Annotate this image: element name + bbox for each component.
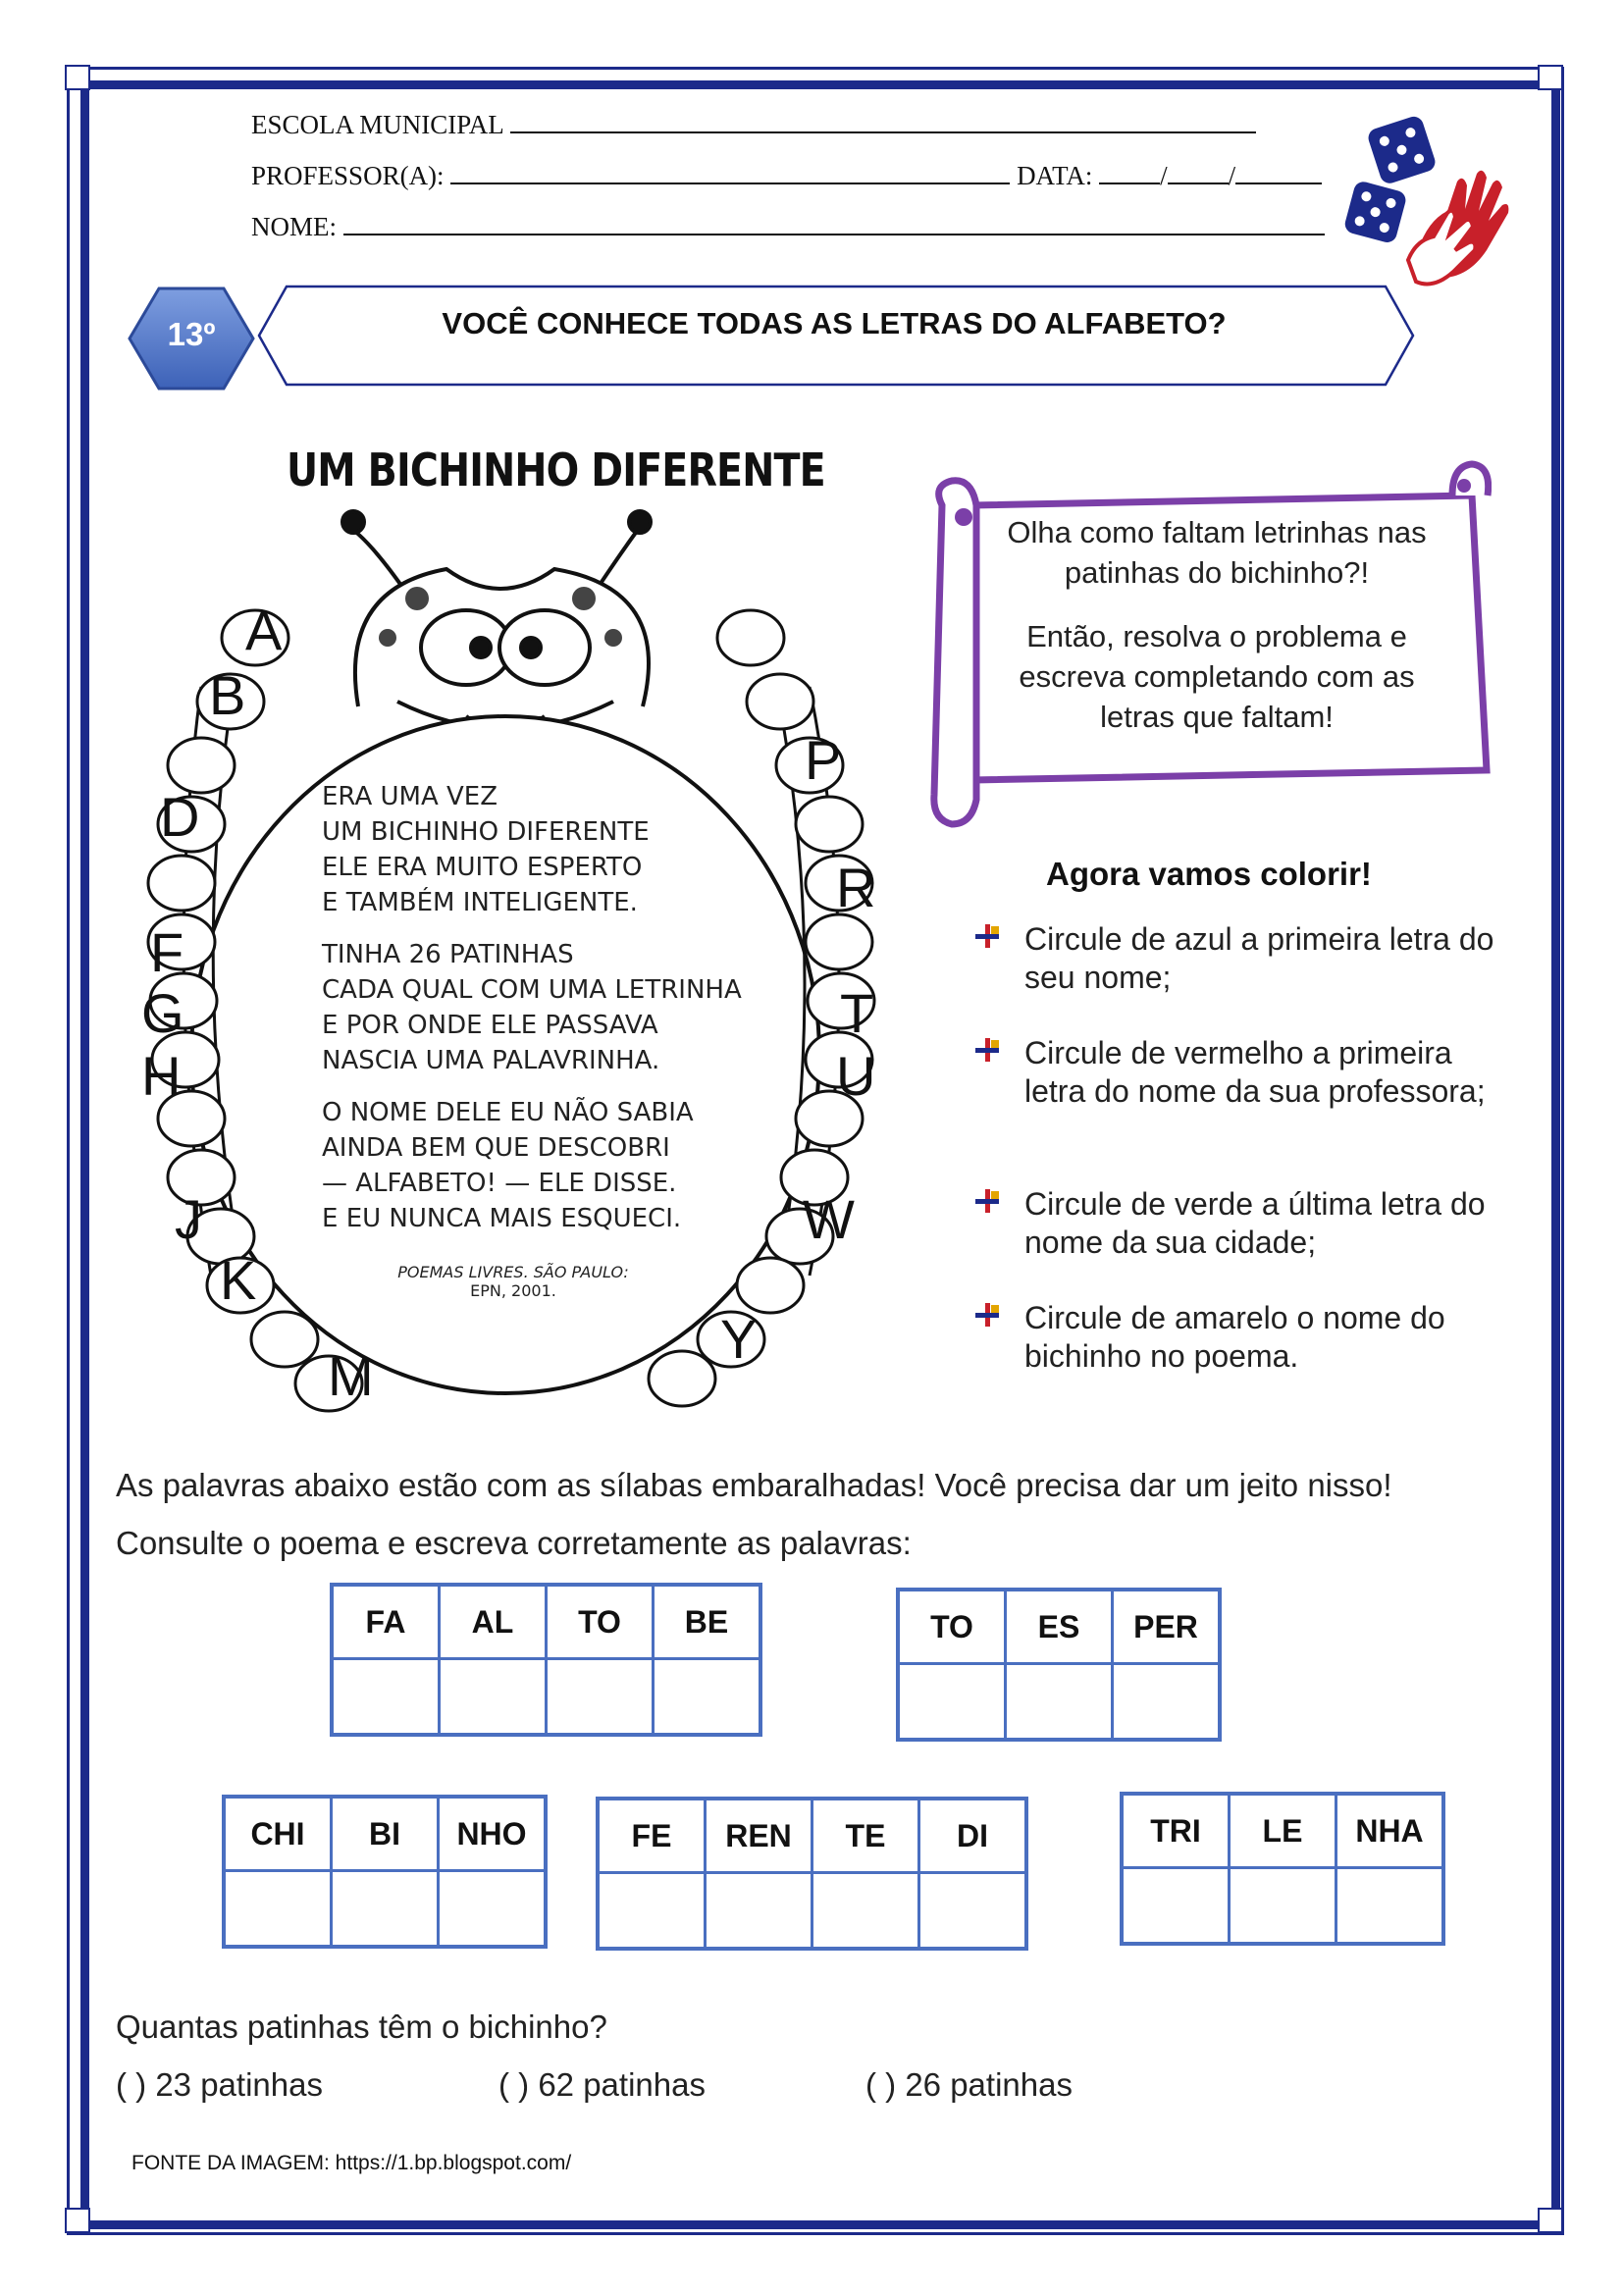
answer-option-23[interactable]: ( ) 23 patinhas <box>116 2066 323 2103</box>
poem-line: AINDA BEM QUE DESCOBRI <box>322 1133 670 1163</box>
name-field <box>251 212 1325 242</box>
date-day-line[interactable] <box>1099 161 1160 184</box>
teacher-field <box>251 161 1322 191</box>
syllable-cell: REN <box>706 1799 812 1873</box>
foot-letter: D <box>160 786 200 848</box>
lesson-title: VOCÊ CONHECE TODAS AS LETRAS DO ALFABETO? <box>442 306 1227 340</box>
foot-letter: A <box>245 600 283 661</box>
answer-cell[interactable] <box>1230 1868 1336 1945</box>
bullet-icon <box>973 1036 1001 1064</box>
syllable-table-alfabeto <box>330 1583 762 1737</box>
poem-line: NASCIA UMA PALAVRINHA. <box>322 1046 660 1075</box>
answer-cell[interactable] <box>1122 1868 1230 1945</box>
poem-source: POEMAS LIVRES. SÃO PAULO: <box>397 1263 629 1281</box>
answer-cell[interactable] <box>1006 1664 1113 1741</box>
school-line[interactable] <box>510 110 1256 133</box>
syllable-table-diferente <box>596 1797 1028 1951</box>
foot-letter: P <box>805 729 842 791</box>
foot-letter: T <box>840 982 874 1044</box>
answer-cell[interactable] <box>1336 1868 1444 1945</box>
foot-letter: Y <box>720 1308 758 1370</box>
poem-line: E POR ONDE ELE PASSAVA <box>322 1011 658 1040</box>
coloring-item: Circule de azul a primeira letra do seu nome; <box>1024 921 1494 995</box>
question-text: Quantas patinhas têm o bichinho? <box>116 2008 607 2045</box>
coloring-heading: Agora vamos colorir! <box>1046 856 1372 892</box>
answer-option-26[interactable]: ( ) 26 patinhas <box>865 2066 1073 2103</box>
answer-cell[interactable] <box>547 1659 654 1736</box>
poem-line: ELE ERA MUITO ESPERTO <box>322 853 643 882</box>
syllable-cell: TRI <box>1122 1794 1230 1868</box>
syllable-cell: NHA <box>1336 1794 1444 1868</box>
foot-letter: G <box>141 982 184 1044</box>
poem-line: ERA UMA VEZ <box>322 782 498 811</box>
date-separator: / <box>1228 161 1236 190</box>
poem-line: TINHA 26 PATINHAS <box>322 940 574 969</box>
answer-cell[interactable] <box>812 1873 919 1950</box>
name-line[interactable] <box>343 212 1325 235</box>
poem-line: CADA QUAL COM UMA LETRINHA <box>322 975 742 1005</box>
foot-letter: W <box>803 1188 855 1250</box>
poem-line: E EU NUNCA MAIS ESQUECI. <box>322 1204 682 1233</box>
syllable-table-letrinha <box>1120 1792 1445 1946</box>
answer-cell[interactable] <box>440 1659 547 1736</box>
border-corner <box>65 2208 90 2233</box>
answer-cell[interactable] <box>1113 1664 1221 1741</box>
lesson-number: 13º <box>167 316 216 352</box>
answer-option-62[interactable]: ( ) 62 patinhas <box>498 2066 706 2103</box>
scroll-text-1: Olha como faltam letrinhas nas patinhas do bichinho?! <box>1007 515 1427 590</box>
bullet-icon <box>973 1301 1001 1329</box>
foot-letter: M <box>328 1345 374 1407</box>
answer-cell[interactable] <box>332 1871 439 1948</box>
syllable-cell: TO <box>547 1585 654 1659</box>
date-month-line[interactable] <box>1168 161 1229 184</box>
bullet-icon <box>973 1187 1001 1215</box>
exercise-instruction-1: As palavras abaixo estão com as sílabas embaralhadas! Você precisa dar um jeito nisso! <box>116 1467 1392 1503</box>
poem-line: — ALFABETO! — ELE DISSE. <box>322 1169 677 1198</box>
answer-cell[interactable] <box>332 1659 440 1736</box>
teacher-line[interactable] <box>450 161 1010 184</box>
syllable-table-esperto <box>896 1588 1222 1742</box>
answer-cell[interactable] <box>439 1871 547 1948</box>
foot-letter: K <box>220 1249 257 1311</box>
scroll-text-2: Então, resolva o problema e escreva completando com as letras que faltam! <box>1019 619 1415 734</box>
coloring-item: Circule de verde a última letra do nome da sua cidade; <box>1024 1186 1486 1260</box>
foot-letter: U <box>836 1045 876 1107</box>
syllable-cell: BE <box>654 1585 761 1659</box>
name-label: NOME: <box>251 212 337 241</box>
syllable-cell: FA <box>332 1585 440 1659</box>
answer-cell[interactable] <box>898 1664 1006 1741</box>
foot-letter: B <box>209 664 246 726</box>
syllable-cell: CHI <box>224 1797 332 1871</box>
syllable-table-bichinho <box>222 1795 548 1949</box>
date-label: DATA: <box>1017 161 1093 190</box>
foot-letter: R <box>836 857 876 918</box>
border-corner <box>65 65 90 90</box>
poem-line: UM BICHINHO DIFERENTE <box>322 817 650 847</box>
exercise-instruction-2: Consulte o poema e escreva corretamente as palavras: <box>116 1525 912 1561</box>
poem-line: O NOME DELE EU NÃO SABIA <box>322 1098 694 1127</box>
foot-letter: F <box>150 921 184 983</box>
answer-cell[interactable] <box>919 1873 1027 1950</box>
poem-source: EPN, 2001. <box>470 1281 556 1300</box>
date-separator: / <box>1160 161 1168 190</box>
dice-hands-logo <box>1339 103 1516 299</box>
syllable-cell: ES <box>1006 1590 1113 1664</box>
answer-cell[interactable] <box>598 1873 706 1950</box>
syllable-cell: LE <box>1230 1794 1336 1868</box>
coloring-item: Circule de amarelo o nome do bichinho no poema. <box>1024 1300 1445 1374</box>
coloring-item: Circule de vermelho a primeira letra do nome da sua professora; <box>1024 1035 1486 1109</box>
syllable-cell: TO <box>898 1590 1006 1664</box>
border-corner <box>1538 2208 1563 2233</box>
foot-letter: H <box>141 1045 182 1107</box>
answer-cell[interactable] <box>224 1871 332 1948</box>
syllable-cell: BI <box>332 1797 439 1871</box>
syllable-cell: AL <box>440 1585 547 1659</box>
bullet-icon <box>973 922 1001 950</box>
poem-line: E TAMBÉM INTELIGENTE. <box>322 888 638 917</box>
syllable-cell: DI <box>919 1799 1027 1873</box>
syllable-cell: PER <box>1113 1590 1221 1664</box>
foot-letter: J <box>175 1188 202 1250</box>
image-source: FONTE DA IMAGEM: https://1.bp.blogspot.com/ <box>131 2152 572 2174</box>
syllable-cell: FE <box>598 1799 706 1873</box>
answer-cell[interactable] <box>654 1659 761 1736</box>
school-field <box>251 110 1256 140</box>
poem-title: UM BICHINHO DIFERENTE <box>287 443 825 496</box>
syllable-cell: TE <box>812 1799 919 1873</box>
answer-cell[interactable] <box>706 1873 812 1950</box>
syllable-cell: NHO <box>439 1797 547 1871</box>
teacher-label: PROFESSOR(A): <box>251 161 445 190</box>
date-year-line[interactable] <box>1235 161 1322 184</box>
border-corner <box>1538 65 1563 90</box>
school-label: ESCOLA MUNICIPAL <box>251 110 503 139</box>
